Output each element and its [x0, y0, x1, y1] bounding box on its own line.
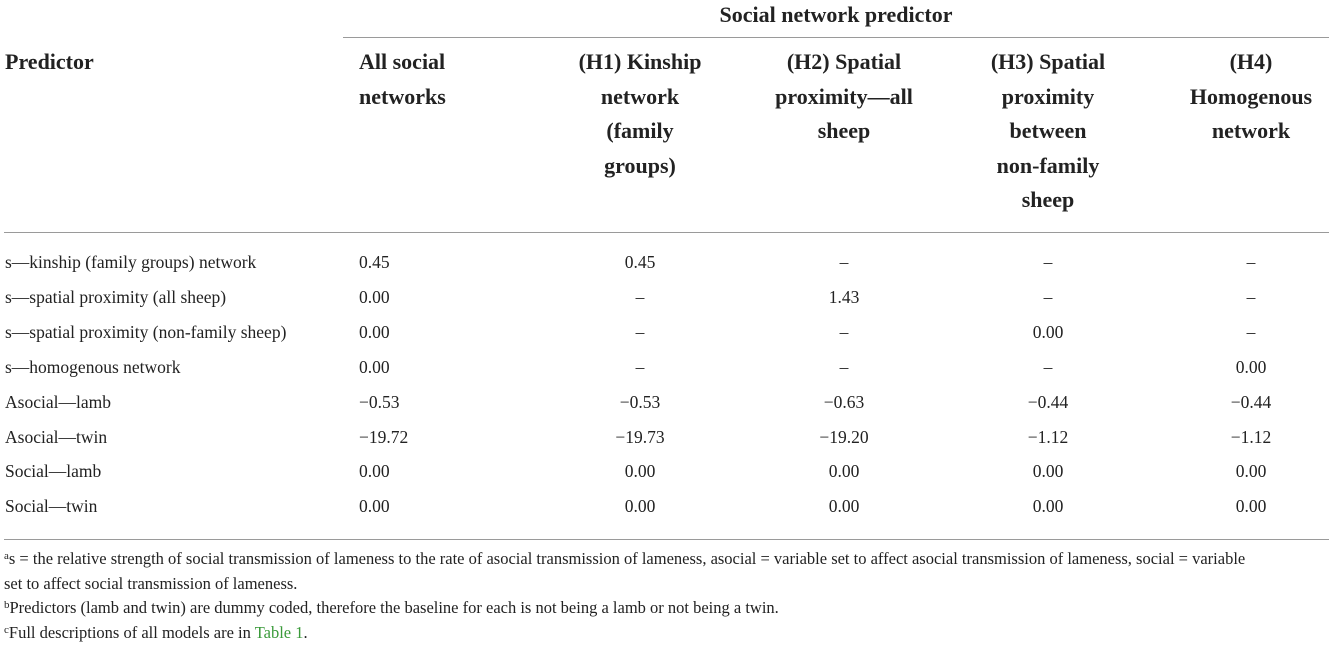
header-line: sheep	[1021, 187, 1075, 212]
header-line: (H2) Spatial	[786, 49, 902, 74]
cell-h4: –	[1246, 252, 1256, 272]
cell-h4: 0.00	[1235, 357, 1267, 377]
cell-h3: −0.44	[1027, 392, 1069, 412]
cell-h2: –	[839, 357, 849, 377]
cell-h2: –	[839, 322, 849, 342]
cell-h4: –	[1246, 322, 1256, 342]
cell-h2: 0.00	[828, 461, 860, 481]
column-header-predictor	[5, 45, 205, 80]
cell-h2: −19.20	[819, 427, 869, 447]
header-line: proximity—all	[775, 83, 913, 109]
row-label: Asocial—lamb	[5, 392, 111, 412]
table-row	[0, 385, 1334, 420]
header-line: network	[1211, 118, 1291, 143]
cell-h3: –	[1043, 357, 1053, 377]
table-row	[0, 350, 1334, 385]
column-header-h1	[560, 45, 720, 183]
footnote-text: .	[303, 622, 308, 642]
footnote-text: set to affect social transmission of lameness.	[4, 573, 298, 593]
cell-all-social: 0.00	[359, 496, 390, 516]
cell-all-social: 0.00	[359, 357, 390, 377]
header-line: Predictor	[5, 49, 94, 74]
table-row	[0, 454, 1334, 489]
footnote-text: Predictors (lamb and twin) are dummy coded, therefore the baseline for each is not being a lamb or not being a twin.	[9, 598, 779, 618]
table-bottom-rule	[4, 539, 1329, 540]
footnote-text: Full descriptions of all models are in	[8, 622, 255, 642]
cell-h4: −1.12	[1230, 427, 1272, 447]
cell-h1: 0.45	[624, 252, 656, 272]
row-label: s—spatial proximity (non-family sheep)	[5, 322, 287, 342]
header-line: (H4)	[1229, 49, 1273, 74]
column-header-h2	[764, 45, 924, 149]
footnote-marker: a	[4, 550, 9, 562]
row-label: Social—twin	[5, 496, 98, 516]
column-header-all-social-networks	[359, 45, 539, 114]
row-label: Social—lamb	[5, 461, 102, 481]
footnote-marker: c	[4, 623, 9, 636]
row-label: s—spatial proximity (all sheep)	[5, 287, 227, 307]
header-line: groups)	[604, 152, 676, 178]
cell-all-social: −0.53	[359, 392, 400, 412]
row-label: s—kinship (family groups) network	[5, 252, 257, 272]
cell-h1: –	[635, 357, 645, 377]
header-line: (H3) Spatial	[990, 49, 1106, 74]
column-header-h4	[1171, 45, 1331, 149]
column-header-h3	[968, 45, 1128, 218]
header-line: (family	[606, 118, 674, 143]
footnote-text: s = the relative strength of social transmission of lameness to the rate of asocial transmission of lameness, asocial = variable set to affect asocial transmission of lameness, social = variable	[8, 549, 1246, 568]
group-header: Social network predictor	[719, 2, 953, 27]
cell-all-social: 0.00	[359, 322, 390, 342]
header-line: network	[600, 83, 680, 109]
cell-h3: –	[1043, 252, 1053, 272]
cell-h1: –	[635, 322, 645, 342]
cell-h3: 0.00	[1032, 461, 1064, 481]
header-line: non-family	[996, 152, 1100, 178]
header-line: sheep	[817, 118, 871, 143]
group-header-rule	[343, 37, 1329, 38]
cell-all-social: 0.45	[359, 252, 390, 272]
row-label: Asocial—twin	[5, 427, 108, 447]
cell-h1: 0.00	[624, 461, 656, 481]
cell-h3: −1.12	[1027, 427, 1069, 447]
cell-h2: –	[839, 252, 849, 272]
footnote-b	[4, 596, 1332, 621]
cell-h4: 0.00	[1235, 496, 1267, 516]
header-line: networks	[359, 83, 446, 109]
table-row	[0, 315, 1334, 350]
cell-h1: 0.00	[624, 496, 656, 516]
header-line: (H1) Kinship	[578, 49, 702, 74]
footnote-a	[4, 547, 1332, 596]
table-row	[0, 420, 1334, 455]
cell-h1: −19.73	[615, 427, 665, 447]
cell-h3: –	[1043, 287, 1053, 307]
cell-all-social: 0.00	[359, 461, 390, 481]
cell-h2: −0.63	[823, 392, 865, 412]
cell-h1: −0.53	[619, 392, 661, 412]
cell-h2: 1.43	[828, 287, 860, 307]
table-1-link[interactable]: Table 1	[254, 622, 304, 642]
header-bottom-rule	[4, 232, 1329, 233]
cell-h2: 0.00	[828, 496, 860, 516]
header-line: between	[1009, 118, 1087, 143]
header-line: proximity	[1001, 83, 1095, 109]
cell-h3: 0.00	[1032, 322, 1064, 342]
cell-h3: 0.00	[1032, 496, 1064, 516]
cell-all-social: 0.00	[359, 287, 390, 307]
table-footnotes	[4, 547, 1332, 645]
cell-h4: –	[1246, 287, 1256, 307]
header-line: All social	[359, 49, 446, 74]
table-row	[0, 280, 1334, 315]
footnote-c	[4, 621, 1332, 646]
table-row	[0, 489, 1334, 524]
header-line: Homogenous	[1189, 83, 1313, 109]
table-row	[0, 245, 1334, 280]
cell-h1: –	[635, 287, 645, 307]
cell-h4: −0.44	[1230, 392, 1272, 412]
cell-all-social: −19.72	[359, 427, 409, 447]
row-label: s—homogenous network	[5, 357, 181, 377]
footnote-marker: b	[4, 599, 10, 612]
cell-h4: 0.00	[1235, 461, 1267, 481]
